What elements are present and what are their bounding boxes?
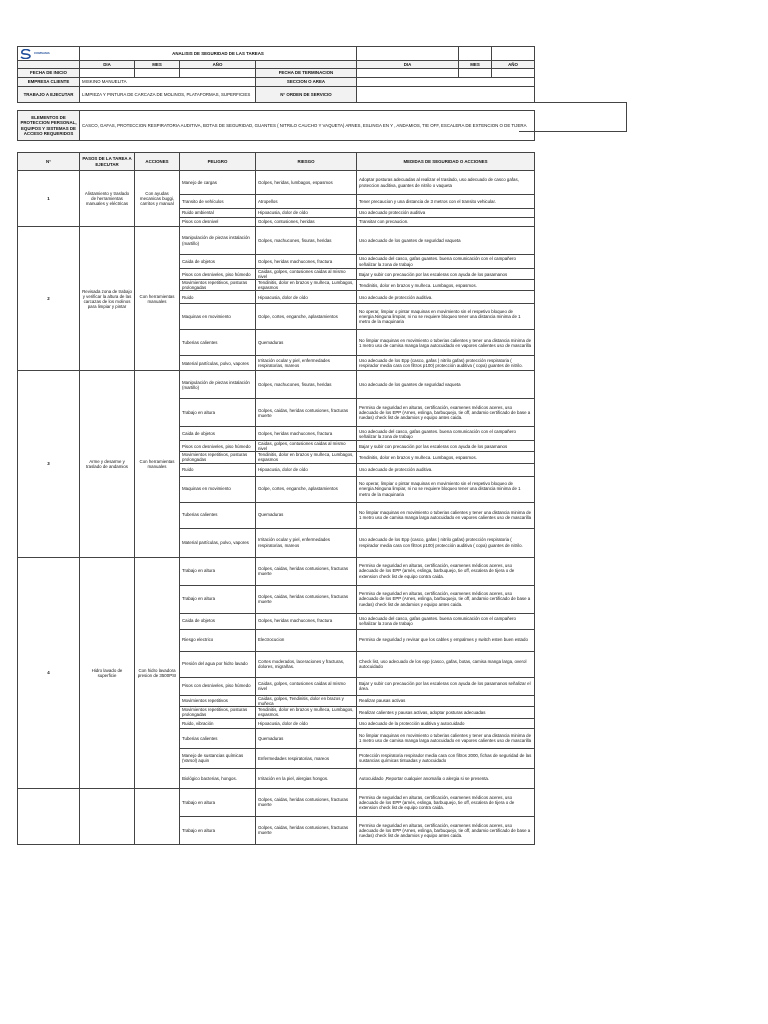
risk-cell: Golpes, heridas machucones, fractura (256, 255, 357, 269)
measure-cell: Realizar pausas activas (357, 695, 535, 706)
task-action: Con herramientas manuales (135, 227, 180, 371)
task-step: Hidro lavado de superficie (80, 557, 135, 788)
measure-cell: Permiso de seguridad en alturas, certificación, examenes médicos aceres, uso adecuado de los EPP (Arnes, eslinga, barbuquejo, tie off, andamio certificado de base a ruedas) check list de andamios y equipo antes caida. (357, 585, 535, 613)
risk-cell: Irritación en la piel, alergias hongos. (256, 768, 357, 788)
title-blank-1 (357, 47, 459, 61)
service-order-value[interactable] (357, 87, 535, 103)
measure-cell: No operar, limpiar o pintar maquinas en movimiento sin el respetivo bloqueo de energia.Ninguna limpiar, ni no se requiere bloqueo tener una distancia minima de 1 metro de la maquinaria (357, 476, 535, 502)
risk-cell: Golpes, caidas, heridas contusiones, fracturas muerte (256, 816, 357, 844)
title-blank-3 (492, 47, 535, 61)
step-number: 1 (18, 171, 80, 227)
risk-cell: Cortes moderados, laceraciones y fracturas, dolores, migrañas. (256, 651, 357, 677)
measure-cell: Uso adecuado protección auditiva (357, 209, 535, 218)
measure-cell: Realizar calientes y pausas activas, adoptar posturas adecuadas (357, 706, 535, 718)
hazard-cell: Ruido ambiental (180, 209, 256, 218)
risk-cell: Golpes, caidas, heridas contusiones, fracturas muerte (256, 788, 357, 816)
hazard-cell: Caida de objetos (180, 427, 256, 441)
logo-cell (18, 47, 80, 61)
risk-cell: Golpes, caidas, heridas contusiones, fracturas muerte (256, 557, 357, 585)
measure-cell: Tendinitis, dolor en brazos y muñeca. Lumbagos, espasmos. (357, 452, 535, 463)
section-area-label: SECCION O AREA (256, 78, 357, 87)
hazard-cell: Pisos con desniveles, piso húmedo (180, 677, 256, 695)
measure-cell: No limpiar maquinas en movimiento o tuberias calientes y tener una distancia minima de 1 metro uso de camisa manga larga autocuidado en vapores calientes uso de mascarilla (357, 728, 535, 748)
end-year-label: AÑO (492, 61, 535, 69)
hazard-cell: Material partículas, polvo, vapores (180, 528, 256, 557)
risk-cell: Hipoacusia, dolor de oído (256, 291, 357, 304)
company-logo (20, 49, 77, 59)
measure-cell: Tener precaucion y una distancia de 3 metros con el transito vehicular. (357, 195, 535, 209)
start-month-label: MES (135, 61, 180, 69)
section-area-value[interactable] (357, 78, 535, 87)
risk-cell: Enfermedades respiratorias, mareos (256, 748, 357, 768)
measure-cell: Uso adecuado del casco, gafas guantes. buena comunicación con el campañero señalizar la zona de trabajo (357, 427, 535, 441)
step-number: 2 (18, 227, 80, 371)
task-step: Revisada zona de trabajo y verificar la altura de las carcazas de los molinos para limpiar y pintar (80, 227, 135, 371)
task-action: Con ayudas mecanicas buggi, carritos y manual (135, 171, 180, 227)
measure-cell: Bajar y subir con precaución por las escaleras con ayuda de los pasamanos (357, 441, 535, 452)
hazard-cell: Manejo de cargas (180, 171, 256, 195)
task-step: Alistamiento y traslado de herramientas manuales y eléctricas (80, 171, 135, 227)
measure-cell: Bajar y subir con precaución por las escaleras con ayuda de los pasamanos (357, 269, 535, 280)
risk-cell: Caidas, golpes, Tendinitis, dolor en brazos y muñeca (256, 695, 357, 706)
task-action (135, 788, 180, 844)
risk-cell: Golpes, machucones, fisuras, heridas (256, 227, 357, 255)
risk-cell: Caidas, golpes, contusiones caidas al mismo nivel (256, 441, 357, 452)
ppe-overflow-cell (519, 102, 627, 132)
end-day-value[interactable] (357, 69, 459, 78)
task-step (80, 788, 135, 844)
hazard-cell: Ruido (180, 291, 256, 304)
measure-cell: Adoptar posturas adecuadas al realizar el traslado, uso adecuado de casco gafas, proteccion auditiva, guantes de nitrilo o vaqueta (357, 171, 535, 195)
hazard-cell: Tuberias calientes (180, 728, 256, 748)
col-task-steps: PASOS DE LA TAREA A EJECUTAR (80, 153, 135, 171)
measure-cell: Transitar con precaucion. (357, 218, 535, 227)
ppe-label: ELEMENTOS DE PROTECCION PERSONAL, EQUIPOS Y SISTEMAS DE ACCESO REQUERIDOS (18, 111, 80, 141)
col-hazard: PELIGRO (180, 153, 256, 171)
hazard-cell: Movimientos repetitivos (180, 695, 256, 706)
step-number (18, 788, 80, 844)
hazard-cell: Ruido (180, 463, 256, 476)
hazard-cell: Manipulación de piezas instalación (martillo) (180, 371, 256, 399)
start-date-label: FECHA DE INICIO (18, 69, 80, 78)
measure-cell: Tendinitis, dolor en brazos y muñeca. Lumbagos, espasmos. (357, 280, 535, 291)
hazard-cell: Movimientos repetitivos, posturas prolongadas (180, 280, 256, 291)
col-number: N° (18, 153, 80, 171)
risk-cell: Golpes, caidas, heridas contusiones, fracturas muerte (256, 585, 357, 613)
hazard-cell: Presión del agua por hidro lavado (180, 651, 256, 677)
measure-cell: No limpiar maquinas en movimiento o tuberias calientes y tener una distancia minima de 1 metro uso de camisa manga larga autocuidado en vapores calientes uso de mascarilla (357, 330, 535, 356)
risk-cell: Quemaduras (256, 502, 357, 528)
risk-cell: Tendinitis, dolor en brazos y muñeca, Lumbagos, espasmos (256, 452, 357, 463)
measure-cell: No operar, limpiar o pintar maquinas en movimiento sin el respetivo bloqueo de energia.Ninguna limpiar, ni no se requiere bloqueo tener una distancia minima de 1 metro de la maquinaria (357, 304, 535, 330)
start-year-label: AÑO (180, 61, 256, 69)
col-safety-measures: MEDIDAS DE SEGURIDAD O ACCIONES (357, 153, 535, 171)
risk-cell: Hipoacusia, dolor de oído (256, 209, 357, 218)
hazard-cell: Manipulación de piezas instalación (martillo) (180, 227, 256, 255)
hazard-cell: Tuberias calientes (180, 330, 256, 356)
risk-cell: Tendinitis, dolor en brazos y muñeca, Lumbagos, espasmos. (256, 706, 357, 718)
risk-cell: Golpe, cortes, enganche, aplastamientos (256, 476, 357, 502)
risk-cell: Quemaduras (256, 330, 357, 356)
risk-cell: Atropellos (256, 195, 357, 209)
measure-cell: Uso adecuado de protección auditiva. (357, 463, 535, 476)
risk-cell: Golpes, machucones, fisuras, heridas (256, 371, 357, 399)
hazard-cell: Movimientos repetitivos, posturas prolongadas (180, 706, 256, 718)
end-month-label: MES (459, 61, 492, 69)
ppe-value: CASCO, GAFAS, PROTECCION RESPIRATORIA AUDITIVA, BOTAS DE SEGURIDAD, GUANTES ( NITRILO CAUCHO Y VAQUETA) ARNES, ESLINGA EN Y , ANDAMIOS, TIE OFF, ESCALERA DE EXTENCION O DE TIJERA (80, 111, 535, 141)
hazard-cell: Manejo de sustancias químicas (Varsol) aquin (180, 748, 256, 768)
measure-cell: No limpiar maquinas en movimiento o tuberias calientes y tener una distancia minima de 1 metro uso de camisa manga larga autocuidado en vapores calientes uso de mascarilla (357, 502, 535, 528)
table-row (18, 171, 535, 195)
risk-cell: Hipoacusia, dolor de oído (256, 463, 357, 476)
hazard-cell: Caida de objetos (180, 255, 256, 269)
company-name: COMSAMA (34, 50, 50, 55)
hazard-cell: Maquinas en movimiento (180, 304, 256, 330)
end-year-value[interactable] (492, 69, 535, 78)
service-order-label: N° ORDEN DE SERVICIO (256, 87, 357, 103)
risk-cell: Golpes, heridas, lumbagos, espasmos (256, 171, 357, 195)
risk-cell: Tendinitis, dolor en brazos y muñeca, Lumbagos, espasmos (256, 280, 357, 291)
hazard-cell: Pisos con desnivel (180, 218, 256, 227)
logo-swirl-icon (20, 49, 32, 59)
hazard-cell: Pisos con desniveles, piso húmedo (180, 441, 256, 452)
measure-cell: Autocuidado ,Reportar cualquier anomalía o alergia si se presenta. (357, 768, 535, 788)
hazard-cell: Trabajo en altura (180, 788, 256, 816)
measure-cell: Bajar y subir con precaución por las escaleras con ayuda de los pasamanos señalizar el área. (357, 677, 535, 695)
measure-cell: Uso adecuado de los guantes de seguridad vaqueta (357, 371, 535, 399)
hazard-cell: Trabajo en altura (180, 585, 256, 613)
risk-cell: Irritación ocular y piel, enfermedades respiratorias, mareos (256, 528, 357, 557)
start-year-value[interactable] (180, 69, 256, 78)
measure-cell: Protección respiratoria respirador media cara con filtros 2000, fichas de seguridad de las sustancias químicas tintuadas y autocuidado (357, 748, 535, 768)
hazard-cell: Trabajo en altura (180, 816, 256, 844)
risk-cell: Caidas, golpes, contusiones caidas al mismo nivel (256, 269, 357, 280)
date-label-blank (18, 61, 80, 69)
table-row (18, 371, 535, 399)
col-actions: ACCIONES (135, 153, 180, 171)
client-company-label: EMPRESA CLIENTE (18, 78, 80, 87)
safety-analysis-sheet (17, 46, 535, 845)
step-number: 3 (18, 371, 80, 557)
safety-analysis-table (17, 46, 535, 845)
hazard-cell: Movimientos repetitivos, posturas prolongadas (180, 452, 256, 463)
hazard-cell: Trabajo en altura (180, 557, 256, 585)
measure-cell: Permiso de seguridad en alturas, certificación, examenes médicos aceres, uso adecuado de los EPP (arnés, eslinga, barbuquejo, tie off, escalera de tijera o de extension check list de equipo contra caida. (357, 557, 535, 585)
risk-cell: Golpes, contusiones, heridas (256, 218, 357, 227)
start-day-label: DIA (80, 61, 135, 69)
end-day-label: DIA (357, 61, 459, 69)
hazard-cell: Caida de objetos (180, 613, 256, 629)
table-row (18, 227, 535, 255)
step-number: 4 (18, 557, 80, 788)
hazard-cell: Biológico bacterias, hongos. (180, 768, 256, 788)
measure-cell: Permiso de seguridad y revisar que los cables y empalmes y switch esten buen estado (357, 629, 535, 651)
measure-cell: Uso adecuado del casco, gafas guantes. buena comunicación con el campañero señalizar la zona de trabajo (357, 613, 535, 629)
col-risk: RIESGO (256, 153, 357, 171)
title-blank-2 (459, 47, 492, 61)
measure-cell: Uso adecuado de protección auditiva. (357, 291, 535, 304)
client-company-value: MISKINO MANUELITA (80, 78, 256, 87)
risk-cell: Hipoacusia, dolor de oído (256, 718, 357, 728)
measure-cell: Uso adecuado de la protección auditiva y autocuidado (357, 718, 535, 728)
risk-cell: Golpe, cortes, enganche, aplastamientos (256, 304, 357, 330)
hazard-cell: Tuberias calientes (180, 502, 256, 528)
measure-cell: Permiso de seguridad en alturas, certificación, examenes médicos aceres, uso adecuado de los EPP (Arnes, eslinga, barbuquejo, tie off, andamio certificado de base a ruedas) check list de andamios y equipo antes caida. (357, 399, 535, 427)
risk-cell: Caidas, golpes, contusiones caidas al mismo nivel (256, 677, 357, 695)
start-month-value[interactable] (135, 69, 180, 78)
risk-cell: Golpes, caidas, heridas contusiones, fracturas muerte (256, 399, 357, 427)
hazard-cell: Pisos con desniveles, piso húmedo (180, 269, 256, 280)
work-value: LIMPIEZA Y PINTURA DE CARCAZA DE MOLINOS, PLATAFORMAS, SUPERFICIES (80, 87, 256, 103)
hazard-cell: Transito de vehículos (180, 195, 256, 209)
start-day-value[interactable] (80, 69, 135, 78)
task-action: Con hidro lavadora presion de 3500PSI (135, 557, 180, 788)
end-month-value[interactable] (459, 69, 492, 78)
measure-cell: Uso adecuado del casco, gafas guantes. buena comunicación con el campañero señalizar la zona de trabajo (357, 255, 535, 269)
risk-cell: Irritación ocular y piel, enfermedades respiratorias, mareos (256, 356, 357, 371)
hazard-cell: Riesgo electrico (180, 629, 256, 651)
measure-cell: Permiso de seguridad en alturas, certificación, examenes médicos aceres, uso adecuado de los EPP (Arnes, eslinga, barbuquejo, tie off, andamio certificado de base a ruedas) check list de andamios y equipo antes caida. (357, 816, 535, 844)
spacer-row (18, 103, 535, 111)
document-title: ANALISIS DE SEGURIDAD DE LAS TAREAS (80, 47, 357, 61)
risk-cell: Quemaduras (256, 728, 357, 748)
risk-cell: Golpes, heridas machucones, fractura (256, 427, 357, 441)
hazard-cell: Trabajo en altura (180, 399, 256, 427)
spacer-row-2 (18, 141, 535, 153)
hazard-cell: Maquinas en movimiento (180, 476, 256, 502)
risk-cell: Golpes, heridas machucones, fractura (256, 613, 357, 629)
hazard-cell: Material partículas, polvo, vapores (180, 356, 256, 371)
measure-cell: Uso adecuado de los Epp (casco, gafas ) nitrilo gafas) protección respiratoria ( respirador media cara con filtros p100) protección auditiva ( copa) guantes de nitrilo. (357, 528, 535, 557)
hazard-cell: Ruido, vibración (180, 718, 256, 728)
task-step: Arme y desarme y traslado de andamios (80, 371, 135, 557)
column-header-row (18, 153, 535, 171)
date-spacer (256, 61, 357, 69)
task-action: Con herramientas manuales (135, 371, 180, 557)
measure-cell: Uso adecuado de los guantes de seguridad vaqueta (357, 227, 535, 255)
work-label: TRABAJO A EJECUTAR (18, 87, 80, 103)
risk-cell: Electrocucion (256, 629, 357, 651)
measure-cell: Check list, uso adecuado de los epp (casco, gafas, botas, camisa manga larga, overol autocuidado (357, 651, 535, 677)
table-row (18, 788, 535, 816)
end-date-label: FECHA DE TERMINACION (256, 69, 357, 78)
measure-cell: Uso adecuado de los Epp (casco, gafas ) nitrilo gafas) protección respiratoria ( respirador media cara con filtros p100) protección auditiva ( copa) guantes de nitrilo. (357, 356, 535, 371)
table-row (18, 557, 535, 585)
measure-cell: Permiso de seguridad en alturas, certificación, examenes médicos aceres, uso adecuado de los EPP (arnés, eslinga, barbuquejo, tie off, escalera de tijera o de extension check list de equipo contra caida. (357, 788, 535, 816)
